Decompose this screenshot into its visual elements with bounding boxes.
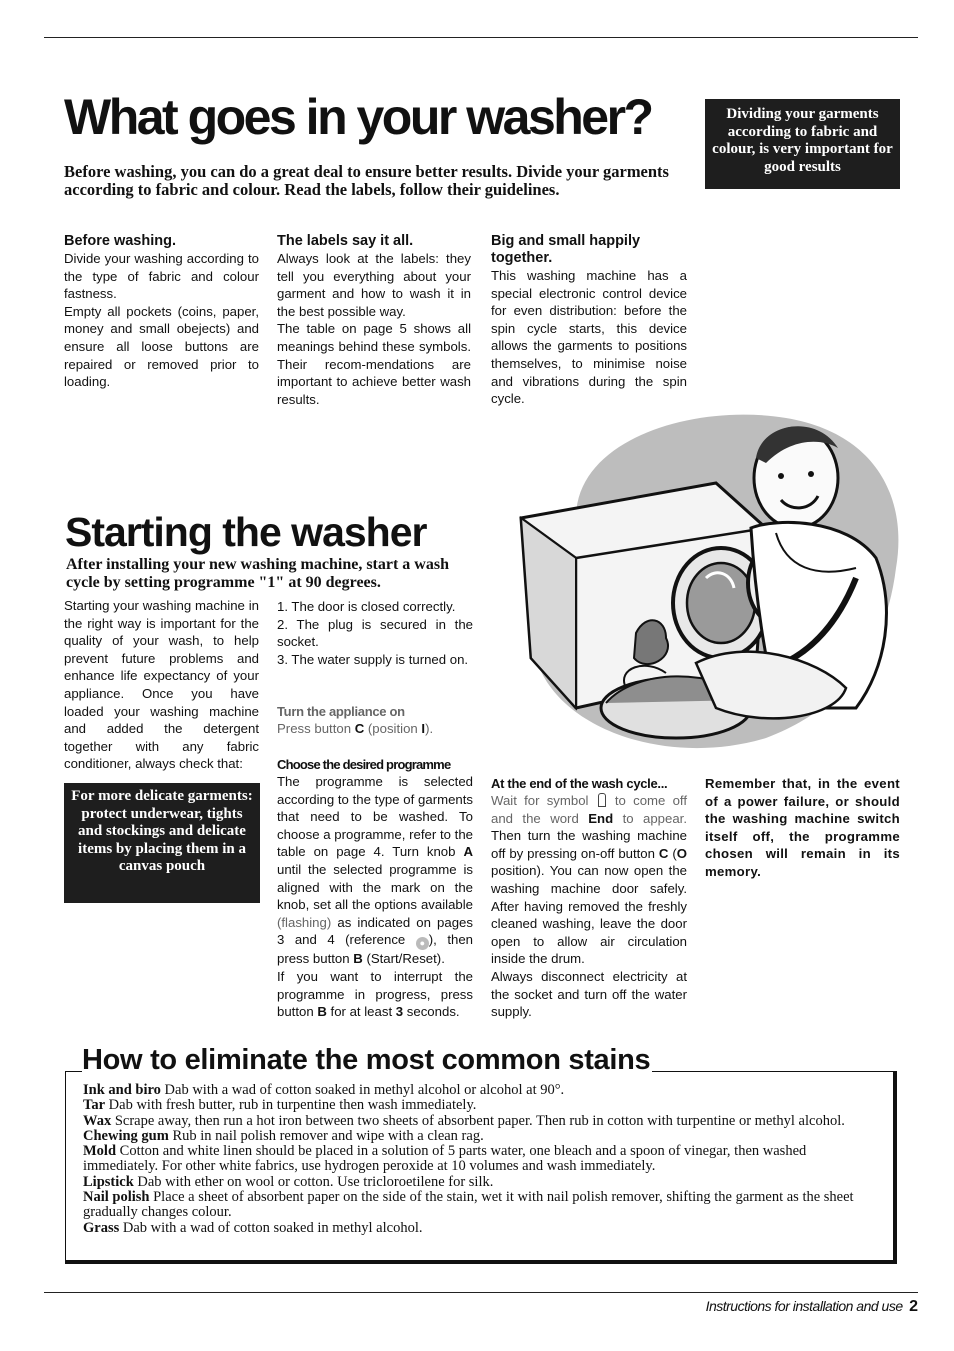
text-run: position). You can now open the washing machine door safely. After having removed the freshly cleaned washing, leave the door open to allow air circulation inside the drum. xyxy=(491,863,687,967)
stain-text: Dab with ether on wool or cotton. Use tricloroetilene for silk. xyxy=(133,1173,494,1190)
column-before-washing xyxy=(64,233,259,391)
stains-title: How to eliminate the most common stains xyxy=(82,1044,651,1076)
knob-key: A xyxy=(463,844,473,860)
text-run: (flashing) xyxy=(277,914,332,930)
stain-item xyxy=(83,1144,873,1175)
starting-intro: Starting your washing machine in the right way is important for the quality of your wash, to help prevent future problems and enhance life expectancy of your appliance. Once you have loaded your washing machine and added the detergent together with any fabric conditioner, always check that: xyxy=(64,598,259,772)
turn-on-heading: Turn the appliance on xyxy=(277,704,405,719)
column-heading: Big and small happily together. xyxy=(491,233,641,266)
stain-name: Ink and biro xyxy=(83,1082,161,1098)
choose-programme-block xyxy=(277,757,473,1021)
text-run: If you want to interrupt the programme in progress, press button xyxy=(277,968,473,1020)
text-run: until the selected programme is aligned with the mark on the knob, set all the options available xyxy=(277,861,473,913)
text-run: Wait for symbol xyxy=(491,793,596,808)
position-key: I xyxy=(421,721,426,736)
stain-text: Cotton and white linen should be placed in a solution of 5 parts water, one bleach and a spoon of vinegar, then washed immediately. For other white fabrics, use hydrogen peroxide at 10 volumes and wash immediately. xyxy=(83,1143,807,1175)
text-run: The programme is selected according to the type of garments that need to be washed. To choose a programme, refer to the table on page 4. Turn knob xyxy=(277,774,473,860)
footer-text: Instructions for installation and use xyxy=(705,1298,903,1314)
stain-name: Nail polish xyxy=(83,1189,150,1206)
stain-item xyxy=(83,1083,873,1098)
paragraph: This washing machine has a special electronic control device for even distribution: before the spin cycle starts, this device allows the garments to positions themselves, to minimise noise and vibrations during the spin cycle. xyxy=(491,268,687,407)
paragraph: Divide your washing according to the type of fabric and colour fastness. xyxy=(64,251,259,302)
section-title-starting: Starting the washer xyxy=(65,509,427,555)
text-run: (Start/Reset). xyxy=(362,951,445,967)
stain-name: Chewing gum xyxy=(83,1127,169,1144)
end-word: End xyxy=(588,810,614,826)
stain-name: Wax xyxy=(83,1112,112,1129)
remember-note: Remember that, in the event of a power failure, or should the washing machine switch itself off, the programme chosen will remain in its memory. xyxy=(705,776,900,879)
page-title: What goes in your washer? xyxy=(64,89,652,145)
stain-item xyxy=(83,1190,873,1221)
stain-name: Mold xyxy=(83,1143,117,1160)
text-run: ( xyxy=(668,845,677,861)
bottom-rule xyxy=(44,1292,918,1293)
stains-list xyxy=(83,1083,873,1236)
stain-item xyxy=(83,1129,873,1144)
stain-name: Lipstick xyxy=(83,1173,134,1190)
column-heading: Before washing. xyxy=(64,233,176,249)
text-run: to appear. xyxy=(613,810,687,826)
check-item: 1. The door is closed correctly. xyxy=(277,599,456,614)
page-lead: Before washing, you can do a great deal to ensure better results. Divide your garments according to fabric and colour. Read the labels, follow their guidelines. xyxy=(64,162,669,199)
stain-text: Dab with a wad of cotton soaked in methyl alcohol. xyxy=(119,1219,423,1236)
column-body xyxy=(277,250,471,408)
door-lock-icon xyxy=(598,793,606,807)
top-rule xyxy=(44,37,918,38)
text-run: Press button xyxy=(277,721,355,736)
stain-text: Dab with fresh butter, rub in turpentine then wash immediately. xyxy=(105,1097,477,1114)
text-run: for at least xyxy=(326,1004,396,1020)
check-item: 2. The plug is secured in the socket. xyxy=(277,616,473,650)
button-key: B xyxy=(317,1004,327,1020)
man-loading-washing-machine-icon xyxy=(516,408,908,760)
end-text xyxy=(491,792,687,1021)
end-heading: At the end of the wash cycle... xyxy=(491,776,668,791)
paragraph: Always disconnect electricity at the socket and turn off the water supply. xyxy=(491,968,687,1020)
starting-lead: After installing your new washing machine, start a wash cycle by setting programme "1" at 90 degrees. xyxy=(66,556,449,591)
text-run: ), then press button xyxy=(277,932,474,967)
page-number: 2 xyxy=(909,1298,918,1315)
interrupt-text xyxy=(277,968,473,1021)
seconds-value: 3 xyxy=(395,1004,404,1020)
button-key: B xyxy=(353,951,363,967)
text-run: ). xyxy=(425,721,434,736)
callout-delicate: For more delicate garments: protect underwear, tights and stockings and delicate items by placing them in a canvas pouch xyxy=(64,783,260,903)
text-run: to come off and the word xyxy=(491,793,687,826)
paragraph: Empty all pockets (coins, paper, money and small obejects) and ensure all loose buttons are repaired or removed prior to loading. xyxy=(64,303,259,390)
stain-item xyxy=(83,1221,873,1236)
column-big-and-small xyxy=(491,233,687,408)
position-key: O xyxy=(676,845,687,861)
turn-on-block xyxy=(277,704,473,738)
illustration xyxy=(516,408,908,760)
callout-dividing: Dividing your garments according to fabric and colour, is very important for good results xyxy=(705,99,900,189)
end-of-cycle-block xyxy=(491,776,687,1021)
choose-heading: Choose the desired programme xyxy=(277,757,451,772)
column-heading: The labels say it all. xyxy=(277,233,414,249)
stain-text: Place a sheet of absorbent paper on the side of the stain, wet it with nail polish remover, shifting the garment as the sheet gradually changes colour. xyxy=(83,1189,854,1221)
stain-item xyxy=(83,1114,873,1129)
button-key: C xyxy=(354,721,365,736)
text-run: Then turn the washing machine off by pressing on-off button xyxy=(491,828,687,861)
stain-text: Rub in nail polish remover and wipe with a clean rag. xyxy=(168,1127,484,1144)
text-run: seconds. xyxy=(403,1004,460,1020)
stain-text: Dab with a wad of cotton soaked in methyl alcohol or alcohol at 90°. xyxy=(160,1082,565,1098)
stain-text: Scrape away, then run a hot iron between two sheets of absorbent paper. Then rub in cotton with turpentine or methyl alcohol. xyxy=(111,1112,845,1129)
stain-item xyxy=(83,1175,873,1190)
stain-name: Grass xyxy=(83,1219,120,1236)
option-reference-icon: ● xyxy=(416,937,429,950)
turn-on-text xyxy=(277,720,473,738)
footer xyxy=(706,1298,918,1316)
stain-item xyxy=(83,1098,873,1113)
column-labels xyxy=(277,233,471,408)
starting-checks xyxy=(277,598,473,668)
button-key: C xyxy=(658,845,669,861)
stain-name: Tar xyxy=(83,1097,106,1114)
paragraph: Always look at the labels: they tell you everything about your garment and how to wash it in the best possible way. xyxy=(277,251,471,319)
text-run: as indicated on pages 3 and 4 (reference xyxy=(277,914,473,948)
choose-text xyxy=(277,773,473,968)
column-body xyxy=(491,267,687,408)
check-item: 3. The water supply is turned on. xyxy=(277,651,469,667)
paragraph: The table on page 5 shows all meanings behind these symbols. Their recom-mendations are important to achieve better wash results. xyxy=(277,321,471,407)
text-run: (position xyxy=(364,721,422,736)
column-body xyxy=(64,250,259,391)
